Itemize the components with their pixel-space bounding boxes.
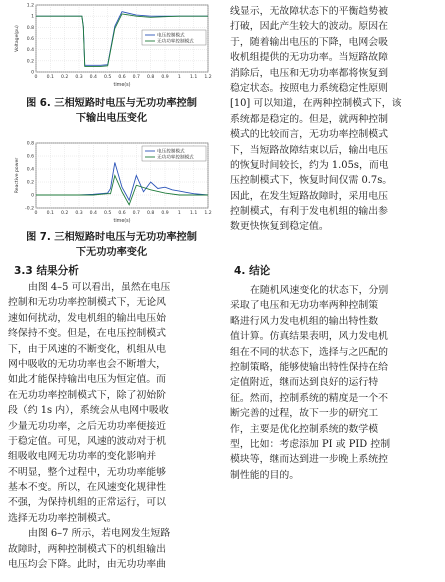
text-line: 采取了电压和无功功率两种控制策: [230, 300, 379, 312]
fig6-caption: [4, 96, 219, 126]
text-line: 电压均会下降。此时，由无功功率曲: [8, 559, 167, 571]
text-line: 于，随着输出电压的下降，电网会吸: [230, 36, 389, 48]
x-tick-label: 0.2: [61, 211, 69, 216]
text-line: 压控制模式下，恢复时间仅需 0.7s。: [230, 175, 393, 187]
text-line: 在无功功率控制模式下，除了初始阶: [8, 389, 167, 401]
y-tick-label: -0.2: [25, 206, 34, 212]
text-line: 线显示，无故障状态下的平衡趋势被: [230, 6, 389, 17]
text-line: 略进行风力发电机组的输出特性数: [230, 315, 379, 327]
text-line: 收机组提供的无功功率。当短路故障: [230, 52, 389, 64]
text-line: 断完善的过程，故下一步的研究工: [230, 408, 379, 420]
text-line: 数更快恢复到稳定值。: [230, 221, 329, 233]
x-tick-label: 0.3: [75, 211, 83, 216]
text-line: 下，由于风速的不断变化，机组从电: [8, 343, 167, 355]
fig6-chart: [12, 2, 212, 88]
x-tick-label: 0: [34, 211, 38, 216]
section-4-heading: 4. 结论: [234, 265, 271, 277]
text-line: 由图 4–5 可以看出，虽然在电压: [28, 282, 171, 293]
x-tick-label: 0.1: [46, 211, 54, 216]
x-axis-label: time(s): [113, 219, 131, 224]
text-line: 由图 6–7 所示，若电网发生短路: [28, 528, 171, 540]
x-tick-label: 0.9: [161, 75, 169, 80]
x-tick-label: 0.7: [132, 75, 140, 80]
y-tick-label: 0.8: [26, 141, 34, 147]
y-tick-label: 1: [31, 14, 34, 20]
text-line: 制性能的目的。: [230, 469, 300, 481]
section-4-body: [230, 283, 438, 483]
y-tick-label: 0.2: [26, 59, 34, 65]
text-line: 打破，因此产生较大的波动。原因在: [230, 21, 389, 33]
text-line: 不明显，整个过程中，无功功率能够: [8, 466, 167, 478]
x-tick-label: 0.6: [118, 211, 126, 216]
x-tick-label: 0.3: [75, 75, 83, 80]
legend-label: 电压控制模式: [157, 149, 185, 155]
y-tick-label: 0.2: [26, 180, 34, 186]
text-line: 型，比如：考虑添加 PI 或 PID 控制: [230, 438, 391, 450]
text-line: 在随机风速变化的状态下，分别: [250, 285, 389, 296]
fig6-caption-line1: 图 6. 三相短路时电压与无功功率控制: [26, 98, 197, 109]
section-3-3-body: [8, 280, 218, 572]
x-tick-label: 1.1: [190, 211, 198, 216]
fig7-chart: [12, 140, 212, 224]
text-line: 因此，在发生短路故障时，采用电压: [230, 190, 389, 202]
x-tick-label: 1.2: [204, 211, 212, 216]
x-tick-label: 1: [177, 75, 181, 80]
legend-label: 无功功率控制模式: [157, 39, 194, 45]
x-tick-label: 0.8: [147, 211, 155, 216]
text-line: 段（约 1s 内），系统会从电网中吸收: [8, 405, 169, 417]
x-axis-label: time(s): [113, 83, 131, 88]
text-line: 组在不同的状态下，选择与之匹配的: [230, 346, 389, 358]
text-line: 系统都是稳定的。但是，就两种控制: [230, 113, 389, 125]
y-tick-label: 0.6: [26, 154, 34, 160]
fig7-caption: [4, 230, 219, 260]
x-tick-label: 0.6: [118, 75, 126, 80]
y-tick-label: 0.4: [26, 48, 34, 54]
text-line: 基本不变。所以，在风速变化规律性: [8, 482, 167, 494]
text-line: 故障时，两种控制模式下的机组输出: [8, 543, 167, 555]
text-line: 征。然而，控制系统的精度是一个不: [230, 392, 389, 404]
text-line: 作，主要是优化控制系统的数学模: [230, 423, 379, 435]
legend-label: 电压控制模式: [157, 33, 185, 39]
y-tick-label: 1.2: [26, 3, 34, 9]
x-tick-label: 0.2: [61, 75, 69, 80]
x-tick-label: 0.4: [89, 211, 97, 216]
y-axis-label: Reactive power: [15, 157, 20, 194]
fig7-caption-line1: 图 7. 三相短路时电压与无功功率控制: [26, 232, 197, 243]
section-3-3-heading: 3.3 结果分析: [14, 265, 79, 277]
text-line: 选择无功功率控制模式。: [8, 512, 117, 524]
text-line: 控制和无功功率控制模式下，无论风: [8, 297, 167, 309]
y-tick-label: 0.4: [26, 167, 34, 173]
fig7-caption-line2: 下无功功率变化: [75, 247, 148, 258]
x-tick-label: 1.2: [204, 75, 212, 80]
y-tick-label: 0.8: [26, 25, 34, 31]
fig6-plot: [12, 2, 212, 88]
text-line: 不强，为保持机组的正常运行，可以: [8, 497, 167, 509]
text-line: 速如何扰动，发电机组的输出电压始: [8, 312, 167, 324]
text-line: 模块等，继而达到进一步晚上系统控: [230, 454, 389, 466]
text-line: 如此才能保持输出电压为恒定值。而: [8, 374, 167, 386]
x-tick-label: 1.1: [190, 75, 198, 80]
x-tick-label: 0.9: [161, 211, 169, 216]
x-tick-label: 0: [34, 75, 38, 80]
fig7-plot: [12, 140, 212, 224]
fig6-caption-line2: 下输出电压变化: [75, 113, 148, 124]
x-tick-label: 0.5: [104, 75, 112, 80]
text-line: [10] 可以知道，在两种控制模式下，该: [230, 98, 402, 110]
text-line: 下，当短路故障结束以后，输出电压: [230, 144, 389, 156]
x-tick-label: 0.7: [132, 211, 140, 216]
text-line: 控制模式，有利于发电机组的输出参: [230, 206, 389, 218]
x-tick-label: 0.1: [46, 75, 54, 80]
y-tick-label: 0.6: [26, 37, 34, 42]
text-line: 的恢复时间较长，约为 1.05s，而电: [230, 159, 389, 171]
text-line: 模式的比较而言，无功功率控制模式: [230, 129, 389, 141]
text-line: 消除后，电压和无功功率都将恢复到: [230, 67, 389, 79]
text-line: 少量无功功率，之后无功功率便接近: [8, 420, 167, 432]
x-tick-label: 0.4: [89, 75, 97, 80]
x-tick-label: 0.8: [147, 75, 155, 80]
text-line: 值计算。仿真结果表明，风力发电机: [230, 331, 389, 343]
section-3-3-continued: [230, 4, 438, 235]
legend-label: 无功功率控制模式: [157, 155, 194, 161]
text-line: 网中吸收的无功功率也会不断增大，: [8, 358, 167, 370]
x-tick-label: 0.5: [104, 211, 112, 216]
text-line: 终保持不变。但是，在电压控制模式: [8, 328, 167, 340]
x-tick-label: 1: [177, 211, 181, 216]
text-line: 组吸收电网无功功率的变化影响并: [8, 451, 157, 463]
text-line: 于稳定值。可见，风速的波动对于机: [8, 435, 167, 447]
text-line: 稳定状态。按照电力系统稳定性原则: [230, 82, 389, 94]
y-tick-label: 0: [31, 70, 34, 76]
text-line: 定值附近，继而达到良好的运行特: [230, 377, 379, 389]
y-tick-label: 0: [31, 193, 34, 199]
text-line: 控制策略，能够使输出特性保持在给: [230, 361, 389, 373]
y-axis-label: Voltage(pu): [15, 25, 20, 52]
